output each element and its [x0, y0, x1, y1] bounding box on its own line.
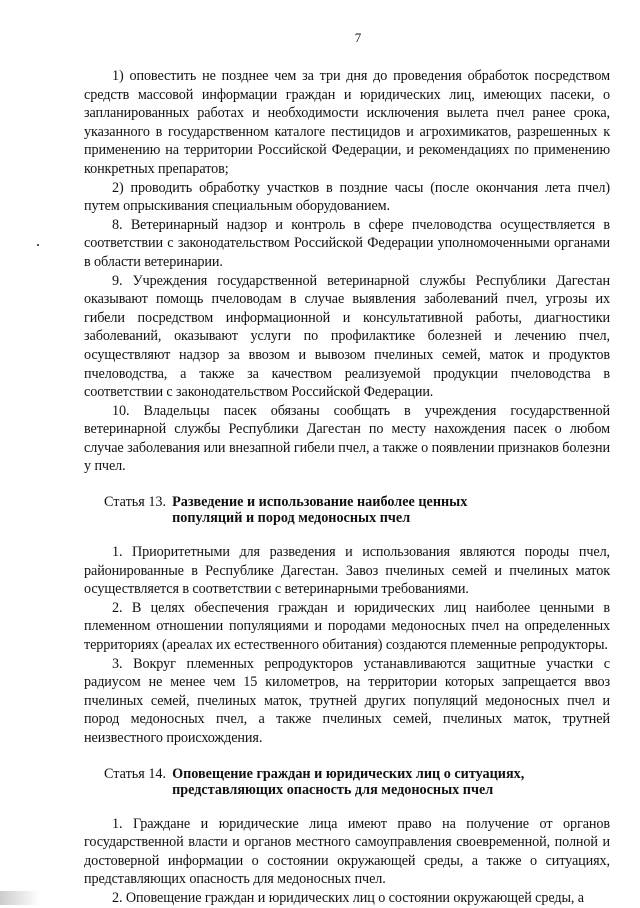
- article-label: Статья 13.: [104, 494, 167, 511]
- section-article-14: [84, 815, 610, 908]
- article-title: [172, 766, 524, 798]
- paragraph: 10. Владельцы пасек обязаны сообщать в учреждения государственной ветеринарной службы Республики Дагестан по месту нахождения пасек о любом случае заболевания или внезапной гибели пчел, а также о появлении признаков болезни у пчел.: [84, 402, 610, 475]
- article-title: [172, 494, 467, 526]
- scan-corner-shadow: [0, 891, 40, 905]
- paragraph: 1. Граждане и юридические лица имеют право на получение от органов государственной власти и органов местного самоуправления своевременной, полной и достоверной информации о состоянии окружающей среды, а также о ситуациях, представляющих опасность для медоносных пчел.: [84, 815, 610, 888]
- paragraph: 8. Ветеринарный надзор и контроль в сфере пчеловодства осуществляется в соответствии с законодательством Российской Федерации уполномоченными органами в области ветеринарии.: [84, 216, 610, 270]
- section-top: [84, 67, 610, 476]
- paragraph: 3. Вокруг племенных репродукторов устанавливаются защитные участки с радиусом не менее чем 15 километров, на территории которых запрещается ввоз пчелиных семей, пчелиных маток, трутней других популяций медоносных пчел и пород медоносных пчел, а также пчелиных семей, пчелиных маток, трутней неизвестного происхождения.: [84, 655, 610, 746]
- article-title-line: Оповещение граждан и юридических лиц о ситуациях,: [172, 765, 525, 782]
- article-14-heading: [84, 766, 610, 798]
- section-article-13: [84, 543, 610, 748]
- scan-dot: [37, 244, 39, 246]
- paragraph: 2. В целях обеспечения граждан и юридических лиц наиболее ценными в племенном отношении популяциями и породами медоносных пчел на определенных территориях (ареалах их естественного обитания) создаются племенные репродукторы.: [84, 599, 610, 654]
- paragraph: 2. Оповещение граждан и юридических лиц о состоянии окружающей среды, а: [112, 889, 584, 906]
- article-title-line: популяций и пород медоносных пчел: [172, 510, 411, 527]
- article-title-line: представляющих опасность для медоносных пчел: [172, 781, 494, 798]
- paragraph: 1) оповестить не позднее чем за три дня до проведения обработок посредством средств массовой информации граждан и юридических лиц, имеющих пасеки, о запланированных работах и необходимости исключения вылета пчел ранее срока, указанного в государственном каталоге пестицидов и агрохимикатов, разрешенных к применению на территории Российской Федерации, и рекомендациях по применению конкретных препаратов;: [84, 68, 610, 177]
- paragraph: 2) проводить обработку участков в поздние часы (после окончания лета пчел) путем опрыскивания специальным оборудованием.: [84, 179, 610, 215]
- paragraph: 9. Учреждения государственной ветеринарной службы Республики Дагестан оказывают помощь пчеловодам в случае выявления заболеваний пчел, угрозы их гибели посредством информационной и консультативной работы, диагностики заболеваний, оказывают услуги по профилактике болезней и лечению пчел, осуществляют надзор за ввозом и вывозом пчелиных семей, маток и продуктов пчеловодства, а также за качеством реализуемой продукции пчеловодства в соответствии с законодательством Российской Федерации.: [84, 272, 610, 401]
- paragraph: 1. Приоритетными для разведения и использования являются породы пчел, районированные в Республике Дагестан. Завоз пчелиных семей и пчелиных маток осуществляется в соответствии с ветеринарными требованиями.: [84, 544, 610, 598]
- page-number: 7: [354, 30, 362, 45]
- article-label: Статья 14.: [104, 765, 167, 782]
- article-title-line: Разведение и использование наиболее ценных: [172, 494, 468, 511]
- article-13-heading: [84, 494, 610, 526]
